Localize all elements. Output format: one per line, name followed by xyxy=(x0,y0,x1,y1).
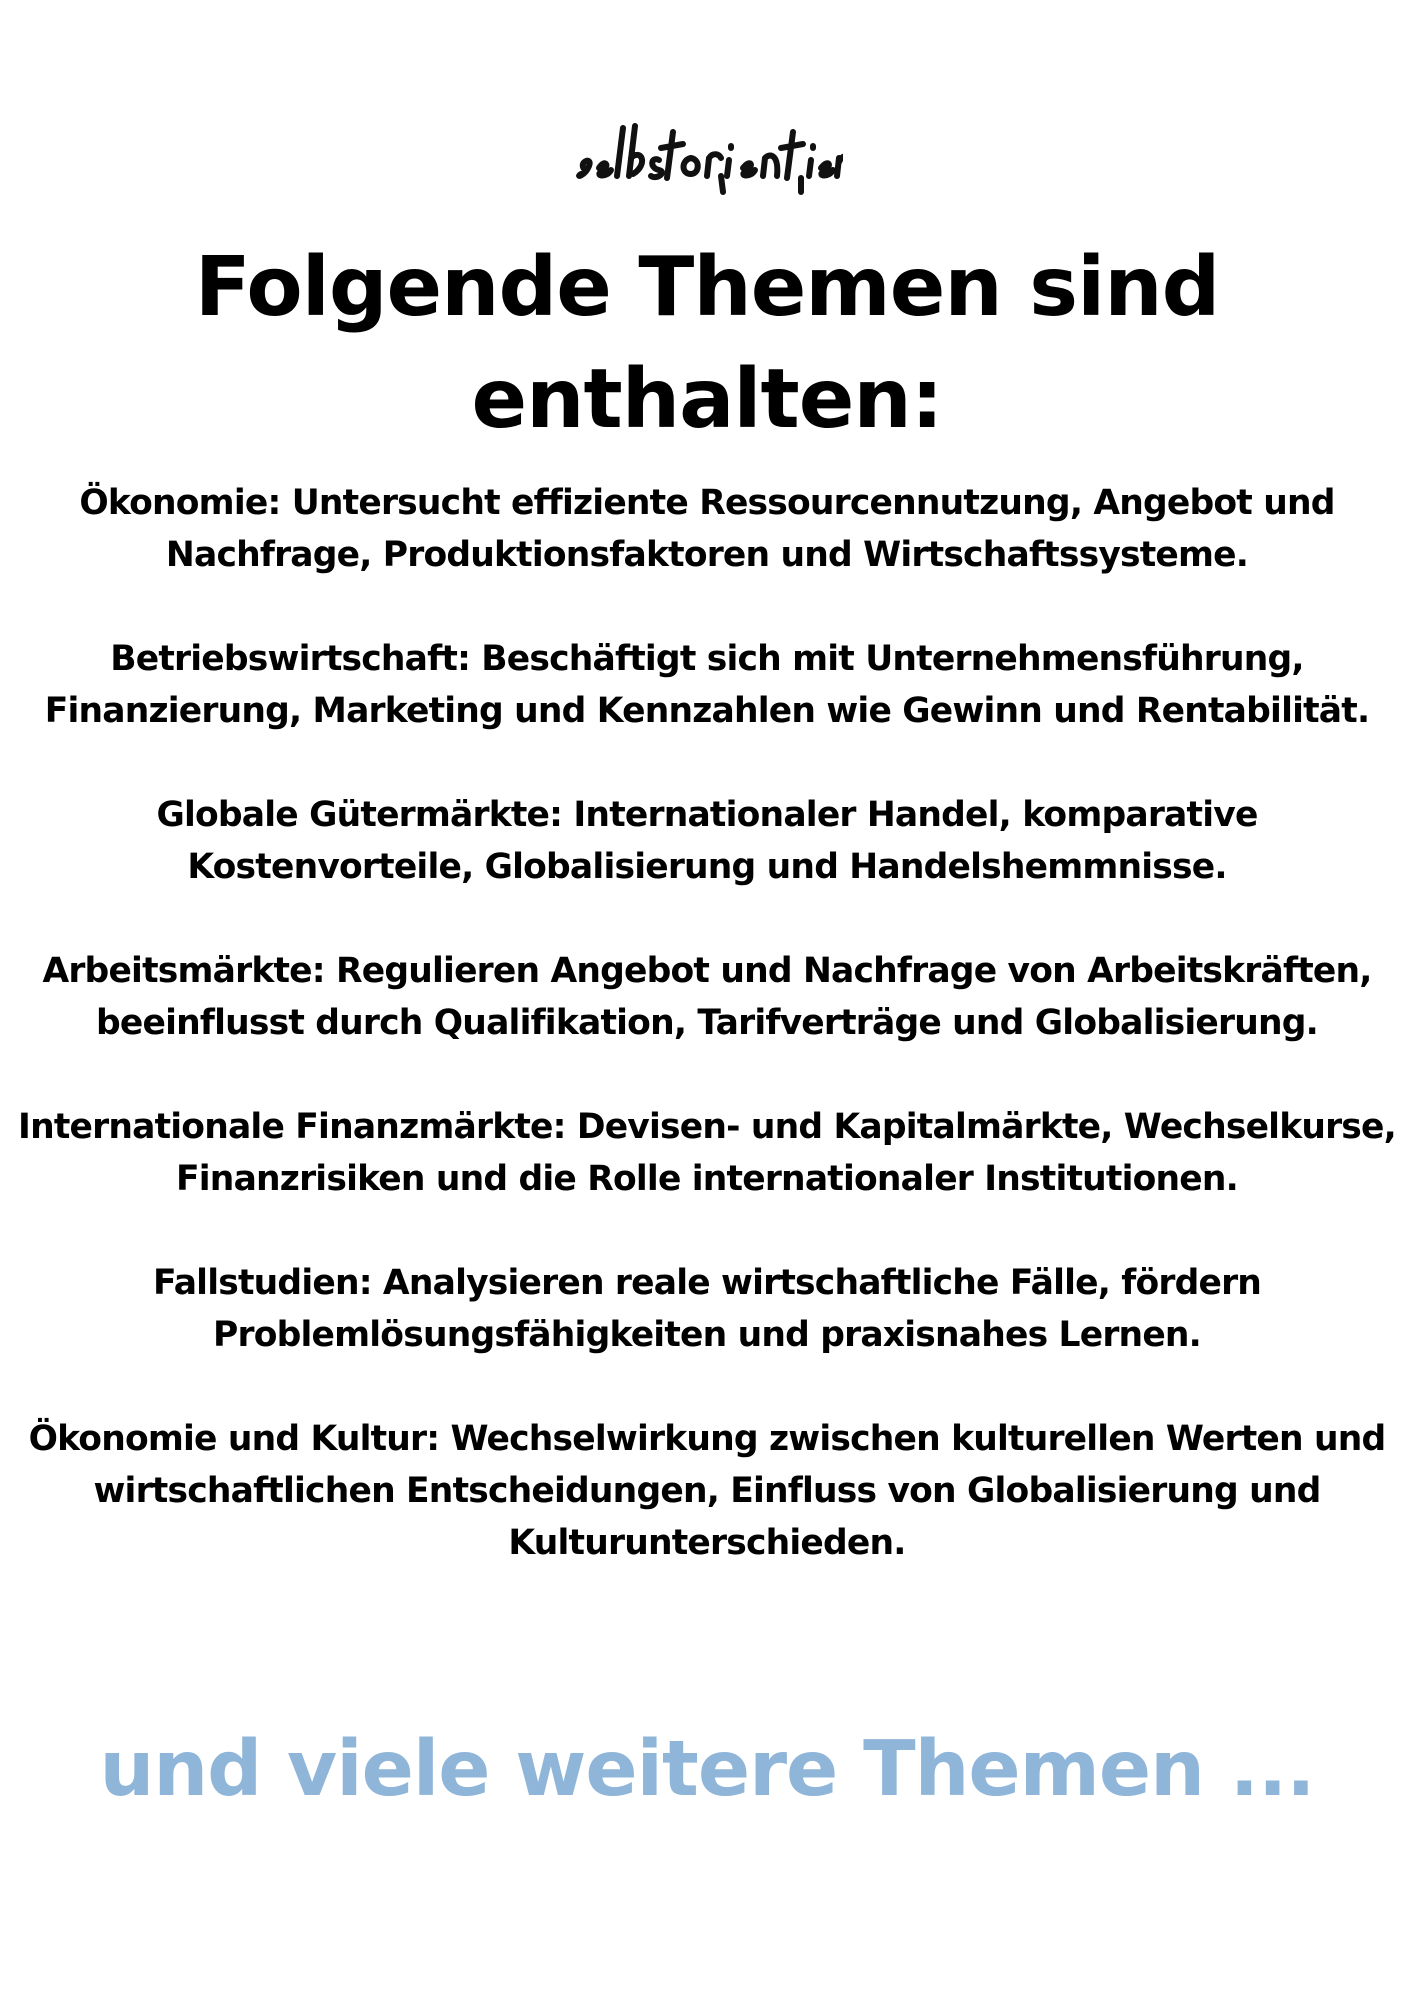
topic-list xyxy=(14,477,1400,1621)
topic-description: Regulieren Angebot und Nachfrage von Arbeitskräften, beeinflusst durch Qualifikation, Tarifverträge und Globalisierung. xyxy=(96,951,1372,1043)
topic-name: Arbeitsmärkte xyxy=(42,951,312,991)
topic-item: Betriebswirtschaft: Beschäftigt sich mit Unternehmensführung, Finanzierung, Marketing und Kennzahlen wie Gewinn und Rentabilität. xyxy=(44,639,1370,731)
topic-description: Untersucht effiziente Ressourcennutzung, Angebot und Nachfrage, Produktionsfaktoren und Wirtschaftssysteme. xyxy=(165,483,1335,575)
topic-item: Fallstudien: Analysieren reale wirtschaftliche Fälle, fördern Problemlösungsfähigkeiten und praxisnahes Lernen. xyxy=(152,1263,1262,1355)
topic-name: Internationale Finanzmärkte xyxy=(18,1107,553,1147)
page-title: Folgende Themen sind enthalten: xyxy=(194,240,1220,447)
topic-item: Ökonomie und Kultur: Wechselwirkung zwischen kulturellen Werten und wirtschaftlichen Entscheidungen, Einfluss von Globalisierung und Kulturunterschieden. xyxy=(28,1419,1386,1563)
topic-description: Devisen- und Kapitalmärkte, Wechselkurse, Finanzrisiken und die Rolle internationaler Institutionen. xyxy=(176,1107,1396,1199)
topic-item: Globale Gütermärkte: Internationaler Handel, komparative Kostenvorteile, Globalisierung und Handelshemmnisse. xyxy=(156,795,1258,887)
more-topics-footer: und viele weitere Themen ... xyxy=(99,1725,1315,1814)
topic-description: Internationaler Handel, komparative Kostenvorteile, Globalisierung und Handelshemmnisse. xyxy=(187,795,1258,887)
topic-name: Betriebswirtschaft xyxy=(110,639,458,679)
topic-description: Analysieren reale wirtschaftliche Fälle, fördern Problemlösungsfähigkeiten und praxisnahes Lernen. xyxy=(213,1263,1262,1355)
topic-description: Beschäftigt sich mit Unternehmensführung, Finanzierung, Marketing und Kennzahlen wie Gewinn und Rentabilität. xyxy=(44,639,1370,731)
brand-logo xyxy=(0,118,1414,204)
topic-item: Internationale Finanzmärkte: Devisen- und Kapitalmärkte, Wechselkurse, Finanzrisiken und die Rolle internationaler Institutionen. xyxy=(18,1107,1396,1199)
topic-description: Wechselwirkung zwischen kulturellen Werten und wirtschaftlichen Entscheidungen, Einfluss von Globalisierung und Kulturunterschieden. xyxy=(93,1419,1386,1563)
topic-name: Fallstudien xyxy=(152,1263,359,1303)
topic-name: Ökonomie und Kultur xyxy=(28,1419,427,1459)
topic-item: Arbeitsmärkte: Regulieren Angebot und Nachfrage von Arbeitskräften, beeinflusst durch Qualifikation, Tarifverträge und Globalisierung. xyxy=(42,951,1372,1043)
topic-item: Ökonomie: Untersucht effiziente Ressourcennutzung, Angebot und Nachfrage, Produktionsfaktoren und Wirtschaftssysteme. xyxy=(79,483,1335,575)
topic-name: Ökonomie xyxy=(79,483,268,523)
topic-name: Globale Gütermärkte xyxy=(156,795,550,835)
brand-logo-lettering xyxy=(571,118,843,200)
